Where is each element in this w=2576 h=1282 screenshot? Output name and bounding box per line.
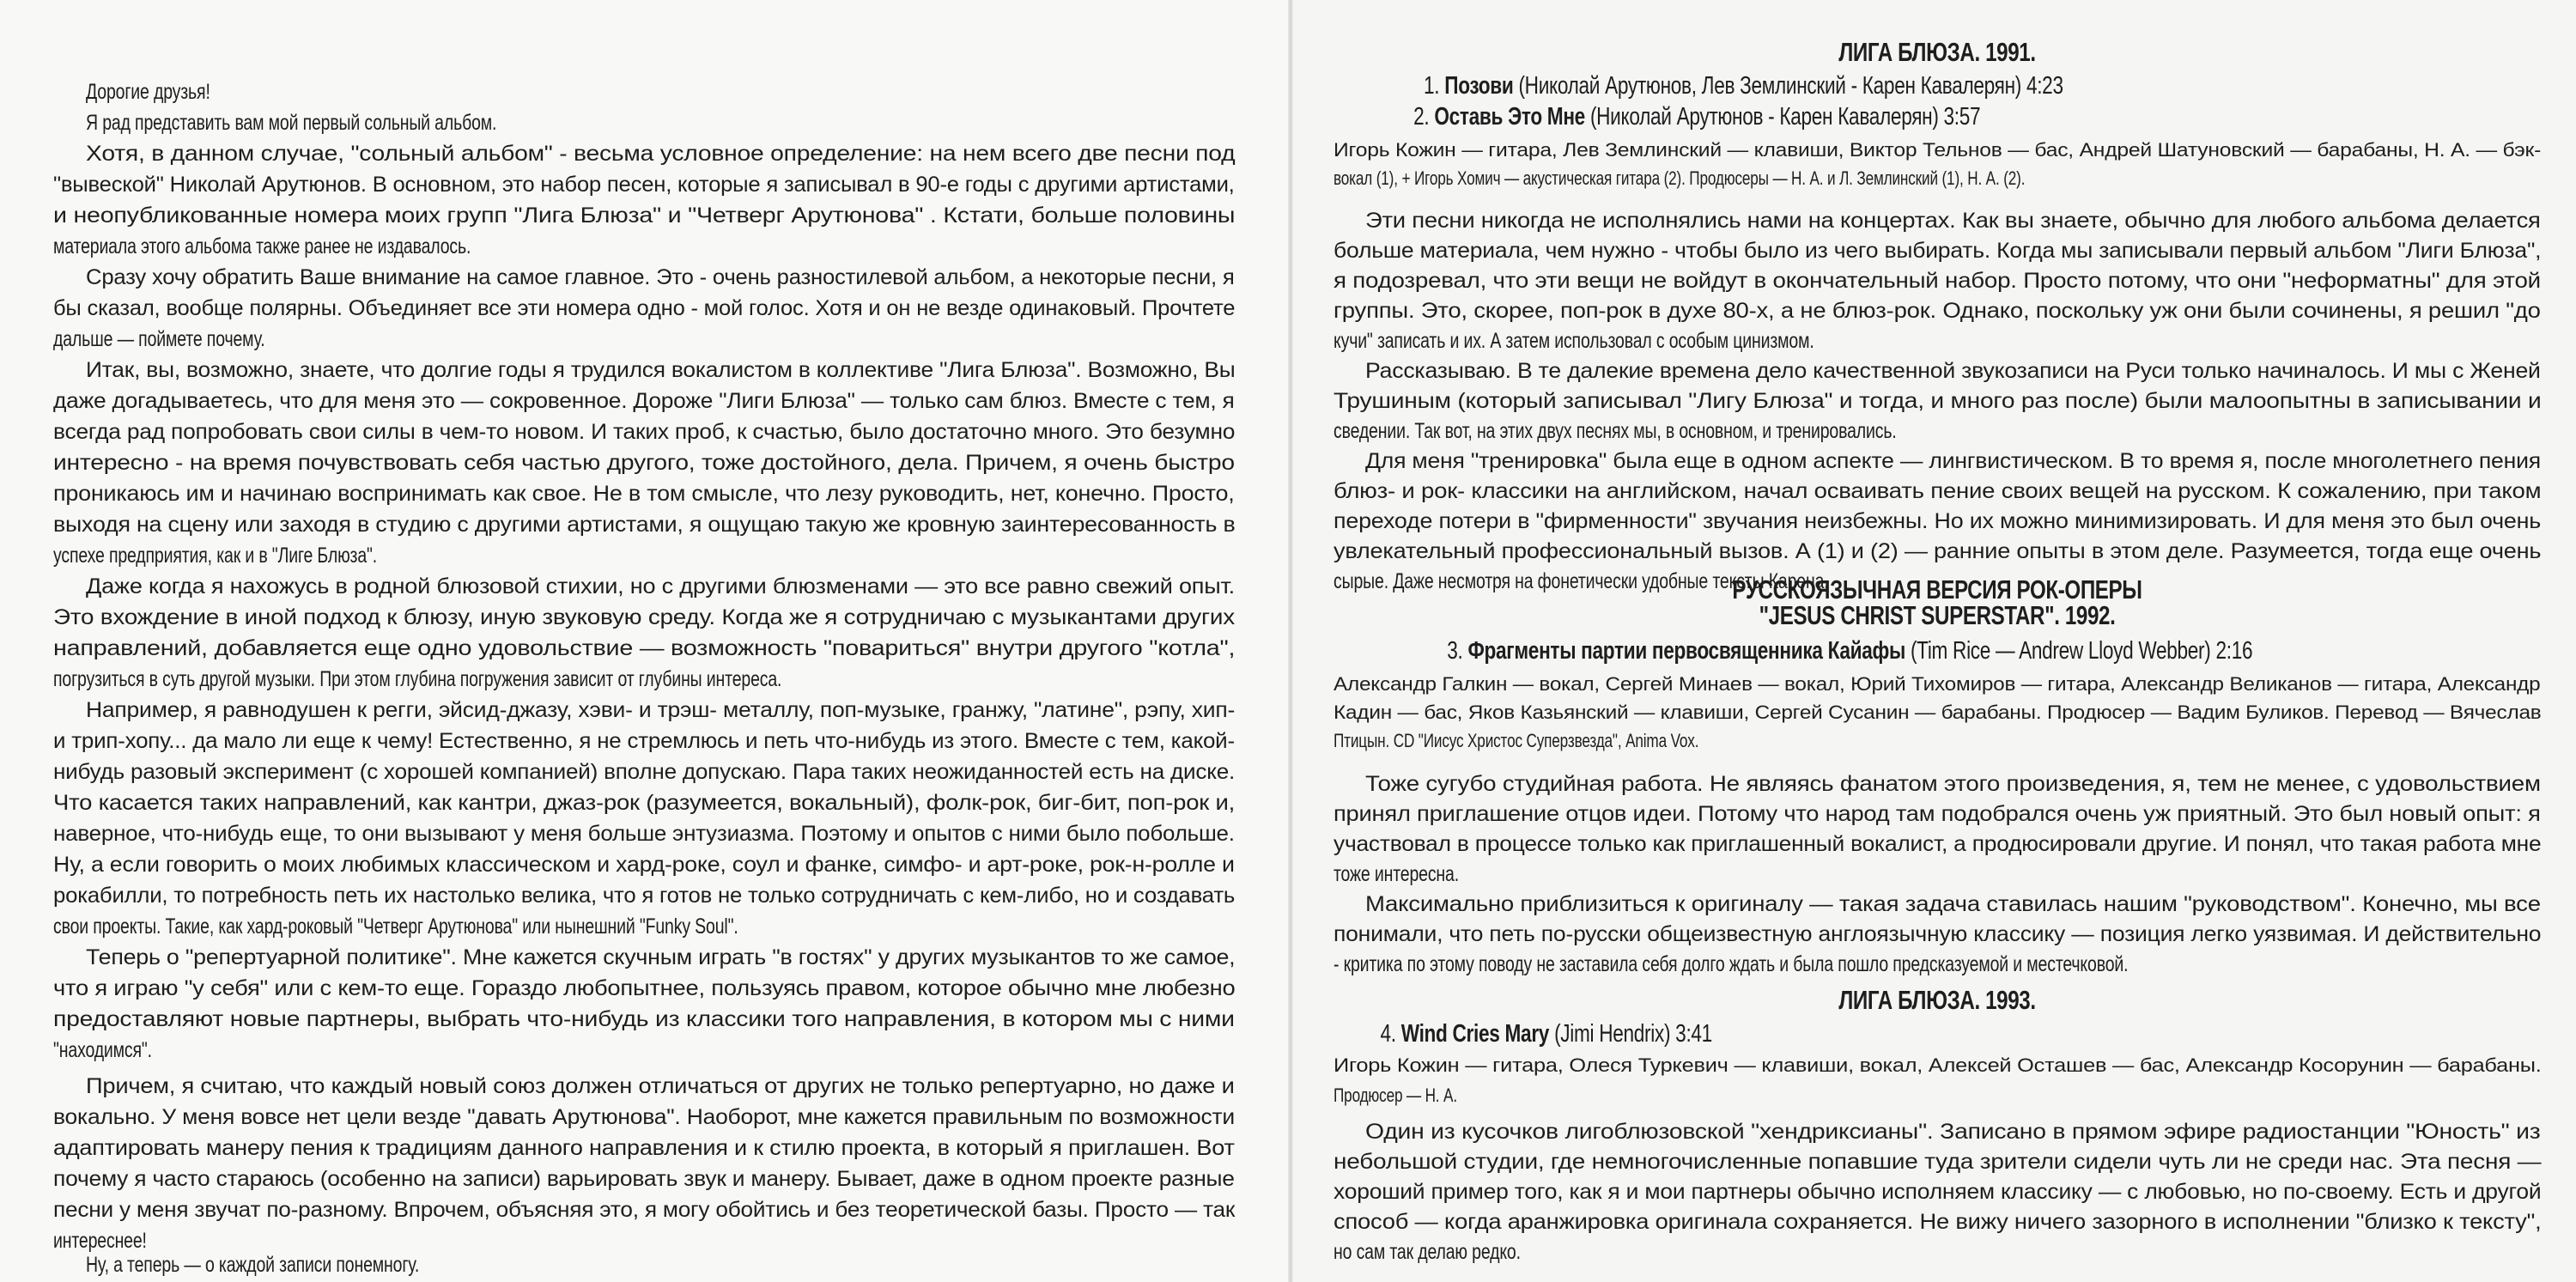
track-credits: (Tim Rice — Andrew Lloyd Webber) 2:16: [1910, 637, 2253, 665]
section-heading: РУССКОЯЗЫЧНАЯ ВЕРСИЯ РОК-ОПЕРЫ: [1732, 574, 2142, 605]
personnel-line: Кадин — бас, Яков Казьянский — клавиши, Сергей Сусанин — барабаны. Продюсер — Вадим Буликов. Перевод — Вячеслав: [1334, 702, 2542, 723]
letter-line: Ну, а если говорить о моих любимых классическом и хард-роке, соул и фанке, симфо- и арт-роке, рок-н-ролле и: [53, 853, 1235, 877]
notes-line: Тоже сугубо студийная работа. Не являясь фанатом этого произведения, я, тем не менее, с удовольствием: [1365, 772, 2541, 796]
track-number: 4.: [1380, 1020, 1396, 1048]
section-heading: ЛИГА БЛЮЗА. 1993.: [1838, 985, 2036, 1015]
letter-line: рокабилли, то потребность петь их настолько велика, что я готов не только сотрудничать с кем-либо, но и создавать: [53, 884, 1236, 908]
letter-line: и трип-хопу... да мало ли еще к чему! Естественно, я не стремлюсь и петь что-нибудь из этого. Вместе с тем, какой-: [53, 729, 1235, 753]
letter-line: Причем, я считаю, что каждый новый союз должен отличаться от других не только репертуарно, но даже и: [86, 1074, 1235, 1098]
letter-line: песни у меня звучат по-разному. Впрочем, объясняя это, я могу обойтись и без теоретической базы. Просто — так: [53, 1198, 1236, 1222]
notes-line: сведении. Так вот, на этих двух песнях мы, в основном, и тренировались.: [1334, 419, 1897, 443]
letter-line: Я рад представить вам мой первый сольный альбом.: [86, 111, 497, 135]
track-entry: [1413, 103, 1980, 131]
letter-line: почему я часто стараюсь (особенно на записи) варьировать звук и манеру. Бывает, даже в одном проекте разные: [53, 1167, 1235, 1191]
notes-line: хороший пример того, как я и мои партнеры обычно исполняем классику — с любовью, но по-своему. Есть и другой: [1334, 1180, 2542, 1204]
notes-line: больше материала, чем нужно - чтобы было из чего выбирать. Когда мы записывали первый альбом "Лиги Блюза",: [1334, 239, 2542, 263]
track-number: 2.: [1413, 103, 1430, 131]
personnel-line: Птицын. CD "Иисус Христос Суперзвезда", Anima Vox.: [1334, 730, 1699, 751]
letter-line: нибудь разовый эксперимент (с хорошей компанией) вполне допускаю. Пара таких неожиданностей есть на диске.: [53, 760, 1236, 784]
notes-line: я подозревал, что эти вещи не войдут в окончательный набор. Просто потому, что они "неформатны" для этой: [1334, 269, 2541, 293]
letter-line: вокально. У меня вовсе нет цели везде "давать Арутюнова". Наоборот, мне кажется правильным по возможности: [53, 1105, 1235, 1129]
track-credits: (Николай Арутюнов - Карен Кавалерян) 3:57: [1589, 103, 1981, 131]
notes-line: Рассказываю. В те далекие времена дело качественной звукозаписи на Руси только начиналось. И мы с Женей: [1365, 359, 2541, 383]
letter-line: выходя на сцену или заходя в студию с другими артистами, я ощущаю такую же кровную заинтересованность в: [53, 513, 1236, 537]
personnel-line: вокал (1), + Игорь Хомич — акустическая гитара (2). Продюсеры — Н. А. и Л. Землинский (1), Н. А. (2).: [1334, 167, 2026, 189]
letter-line: интересно - на время почувствовать себя частью другого, тоже достойного, дела. Причем, я очень быстро: [53, 451, 1235, 475]
notes-line: способ — когда аранжировка оригинала сохраняется. Не вижу ничего зазорного в исполнении "близко к тексту",: [1334, 1210, 2542, 1234]
notes-line: Максимально приблизиться к оригиналу — такая задача ставилась нашим "руководством". Конечно, мы все: [1365, 892, 2541, 916]
letter-line: Хотя, в данном случае, "сольный альбом" - весьма условное определение: на нем всего две песни под: [86, 142, 1236, 166]
personnel-line: Игорь Кожин — гитара, Олеся Туркевич — клавиши, вокал, Алексей Осташев — бас, Александр Косорунин — барабаны.: [1334, 1054, 2542, 1076]
notes-line: небольшой студии, где немногочисленные попавшие туда зрители сидели чуть ли не среди нас. Эта песня —: [1334, 1150, 2542, 1174]
track-title: Оставь Это Мне: [1434, 103, 1585, 131]
notes-line: - критика по этому поводу не заставила себя долго ждать и была пошло предсказуемой и местечковой.: [1334, 952, 2129, 976]
notes-line: блюз- и рок- классики на английском, начал осваивать пение своих вещей на русском. К сожалению, при таком: [1334, 479, 2542, 503]
letter-line: "находимся".: [53, 1038, 152, 1062]
letter-line: Сразу хочу обратить Ваше внимание на самое главное. Это - очень разностилевой альбом, а некоторые песни, я: [86, 265, 1235, 289]
section-heading: "JESUS CHRIST SUPERSTAR". 1992.: [1759, 600, 2116, 630]
notes-line: принял приглашение отцов идеи. Потому что народ там подобрался очень уж приятный. Это был новый опыт: я: [1334, 802, 2541, 826]
letter-line: Например, я равнодушен к регги, эйсид-джазу, хэви- и трэш- металлу, поп-музыке, гранжу, "латине", рэпу, хип-: [86, 698, 1236, 722]
notes-line: переходе потери в "фирменности" звучания неизбежны. Но их можно минимизировать. И для меня это был очень: [1334, 509, 2542, 533]
letter-line: и неопубликованные номера моих групп "Лига Блюза" и "Четверг Арутюнова" . Кстати, больше половины: [53, 204, 1236, 228]
track-credits: (Jimi Hendrix) 3:41: [1554, 1020, 1712, 1048]
notes-line: тоже интересна.: [1334, 862, 1460, 886]
letter-line: направлений, добавляется еще одно удовольствие — возможность "повариться" внутри другого "котла",: [53, 636, 1236, 660]
notes-line: Для меня "тренировка" была еще в одном аспекте — лингвистическом. В то время я, после многолетнего пения: [1365, 449, 2541, 473]
letter-line: всегда рад попробовать свои силы в чем-то новом. И таких проб, к счастью, было достаточно много. Это безумно: [53, 420, 1236, 444]
track-entry: [1380, 1020, 1711, 1048]
letter-line: бы сказал, вообще полярны. Объединяет все эти номера одно - мой голос. Хотя и он не везде одинаковый. Прочтете: [53, 296, 1236, 320]
letter-line: свои проекты. Такие, как хард-роковый "Четверг Арутюнова" или нынешний "Funky Soul".: [53, 914, 738, 939]
section-heading: ЛИГА БЛЮЗА. 1991.: [1838, 37, 2036, 67]
notes-line: группы. Это, скорее, поп-рок в духе 80-х, а не блюз-рок. Однако, поскольку уж они были сочинены, я решил "до: [1334, 299, 2541, 323]
letter-line: "вывеской" Николай Арутюнов. В основном, это набор песен, которые я записывал в 90-е годы с другими артистами,: [53, 173, 1235, 197]
letter-line: Даже когда я нахожусь в родной блюзовой стихии, но с другими блюзменами — это все равно свежий опыт.: [86, 574, 1235, 598]
personnel-line: Продюсер — Н. А.: [1334, 1085, 1457, 1106]
notes-line: кучи" записать и их. А затем использовал с особым цинизмом.: [1334, 329, 1814, 353]
personnel-line: Игорь Кожин — гитара, Лев Землинский — клавиши, Виктор Тельнов — бас, Андрей Шатуновский — барабаны, Н. А. — бэк-: [1334, 139, 2542, 161]
letter-line: Что касается таких направлений, как кантри, джаз-рок (разумеется, вокальный), фолк-рок, биг-бит, поп-рок и,: [53, 791, 1235, 815]
letter-line: предоставляют новые партнеры, выбрать что-нибудь из классики того направления, в котором мы с ними: [53, 1007, 1235, 1031]
letter-line: дальше — поймете почему.: [53, 327, 265, 351]
notes-line: участвовал в процессе только как приглашенный вокалист, а продюсировали другие. И понял, что такая работа мне: [1334, 832, 2542, 856]
letter-line: Это вхождение в иной подход к блюзу, иную звуковую среду. Когда же я сотрудничаю с музыкантами других: [53, 605, 1235, 629]
letter-line: проникаюсь им и начинаю воспринимать как свое. Не в том смысле, что лезу руководить, нет, конечно. Просто,: [53, 482, 1235, 506]
track-number: 3.: [1447, 637, 1463, 665]
letter-line: интереснее!: [53, 1229, 147, 1253]
track-title: Позови: [1444, 72, 1514, 100]
letter-line: погрузиться в суть другой музыки. При этом глубина погружения зависит от глубины интереса.: [53, 667, 782, 691]
booklet-fold: [1288, 0, 1293, 1282]
track-title: Фрагменты партии первосвященника Кайафы: [1467, 637, 1905, 665]
letter-line: Ну, а теперь — о каждой записи понемногу.: [86, 1253, 420, 1277]
notes-line: но сам так делаю редко.: [1334, 1240, 1521, 1264]
notes-line: сырые. Даже несмотря на фонетически удобные тексты Карена.: [1334, 569, 1829, 593]
track-entry: [1447, 637, 2252, 665]
notes-line: Один из кусочков лигоблюзовской "хендриксианы". Записано в прямом эфире радиостанции "Юность" из: [1365, 1120, 2541, 1144]
notes-line: понимали, что петь по-русски общеизвестную англоязычную классику — позиция легко уязвимая. И действительно: [1334, 922, 2542, 946]
track-credits: (Николай Арутюнов, Лев Землинский - Карен Кавалерян) 4:23: [1518, 72, 2063, 100]
track-number: 1.: [1424, 72, 1440, 100]
letter-line: адаптировать манеру пения к традициям данного направления и к стилю проекта, в который я приглашен. Вот: [53, 1136, 1235, 1160]
letter-line: Итак, вы, возможно, знаете, что долгие годы я трудился вокалистом в коллективе "Лига Блюза". Возможно, Вы: [86, 358, 1236, 382]
track-title: Wind Cries Mary: [1400, 1020, 1550, 1048]
letter-line: Теперь о "репертуарной политике". Мне кажется скучным играть "в гостях" у других музыкантов то же самое,: [86, 945, 1236, 969]
notes-line: Эти песни никогда не исполнялись нами на концертах. Как вы знаете, обычно для любого альбома делается: [1365, 209, 2541, 233]
notes-line: Трушиным (который записывал "Лигу Блюза" и тогда, и много раз после) были малоопытны в записывании и: [1334, 389, 2542, 413]
letter-line: наверное, что-нибудь еще, то они вызывают у меня больше энтузиазма. Поэтому и опытов с ними было побольше.: [53, 822, 1235, 846]
notes-line: увлекательный профессиональный вызов. А (1) и (2) — ранние опыты в этом деле. Разумеется, тогда еще очень: [1334, 539, 2542, 563]
letter-line: даже догадываетесь, что для меня это — сокровенное. Дороже "Лиги Блюза" — только сам блюз. Вместе с тем, я: [53, 389, 1235, 413]
letter-line: материала этого альбома также ранее не издавалось.: [53, 234, 471, 258]
letter-line: успехе предприятия, как и в "Лиге Блюза".: [53, 544, 378, 568]
letter-line: Дорогие друзья!: [86, 80, 210, 104]
letter-line: что я играю "у себя" или с кем-то еще. Гораздо любопытнее, пользуясь правом, которое обычно мне любезно: [53, 976, 1236, 1000]
personnel-line: Александр Галкин — вокал, Сергей Минаев — вокал, Юрий Тихомиров — гитара, Александр Великанов — гитара, Александр: [1334, 673, 2541, 695]
track-entry: [1424, 72, 2063, 100]
